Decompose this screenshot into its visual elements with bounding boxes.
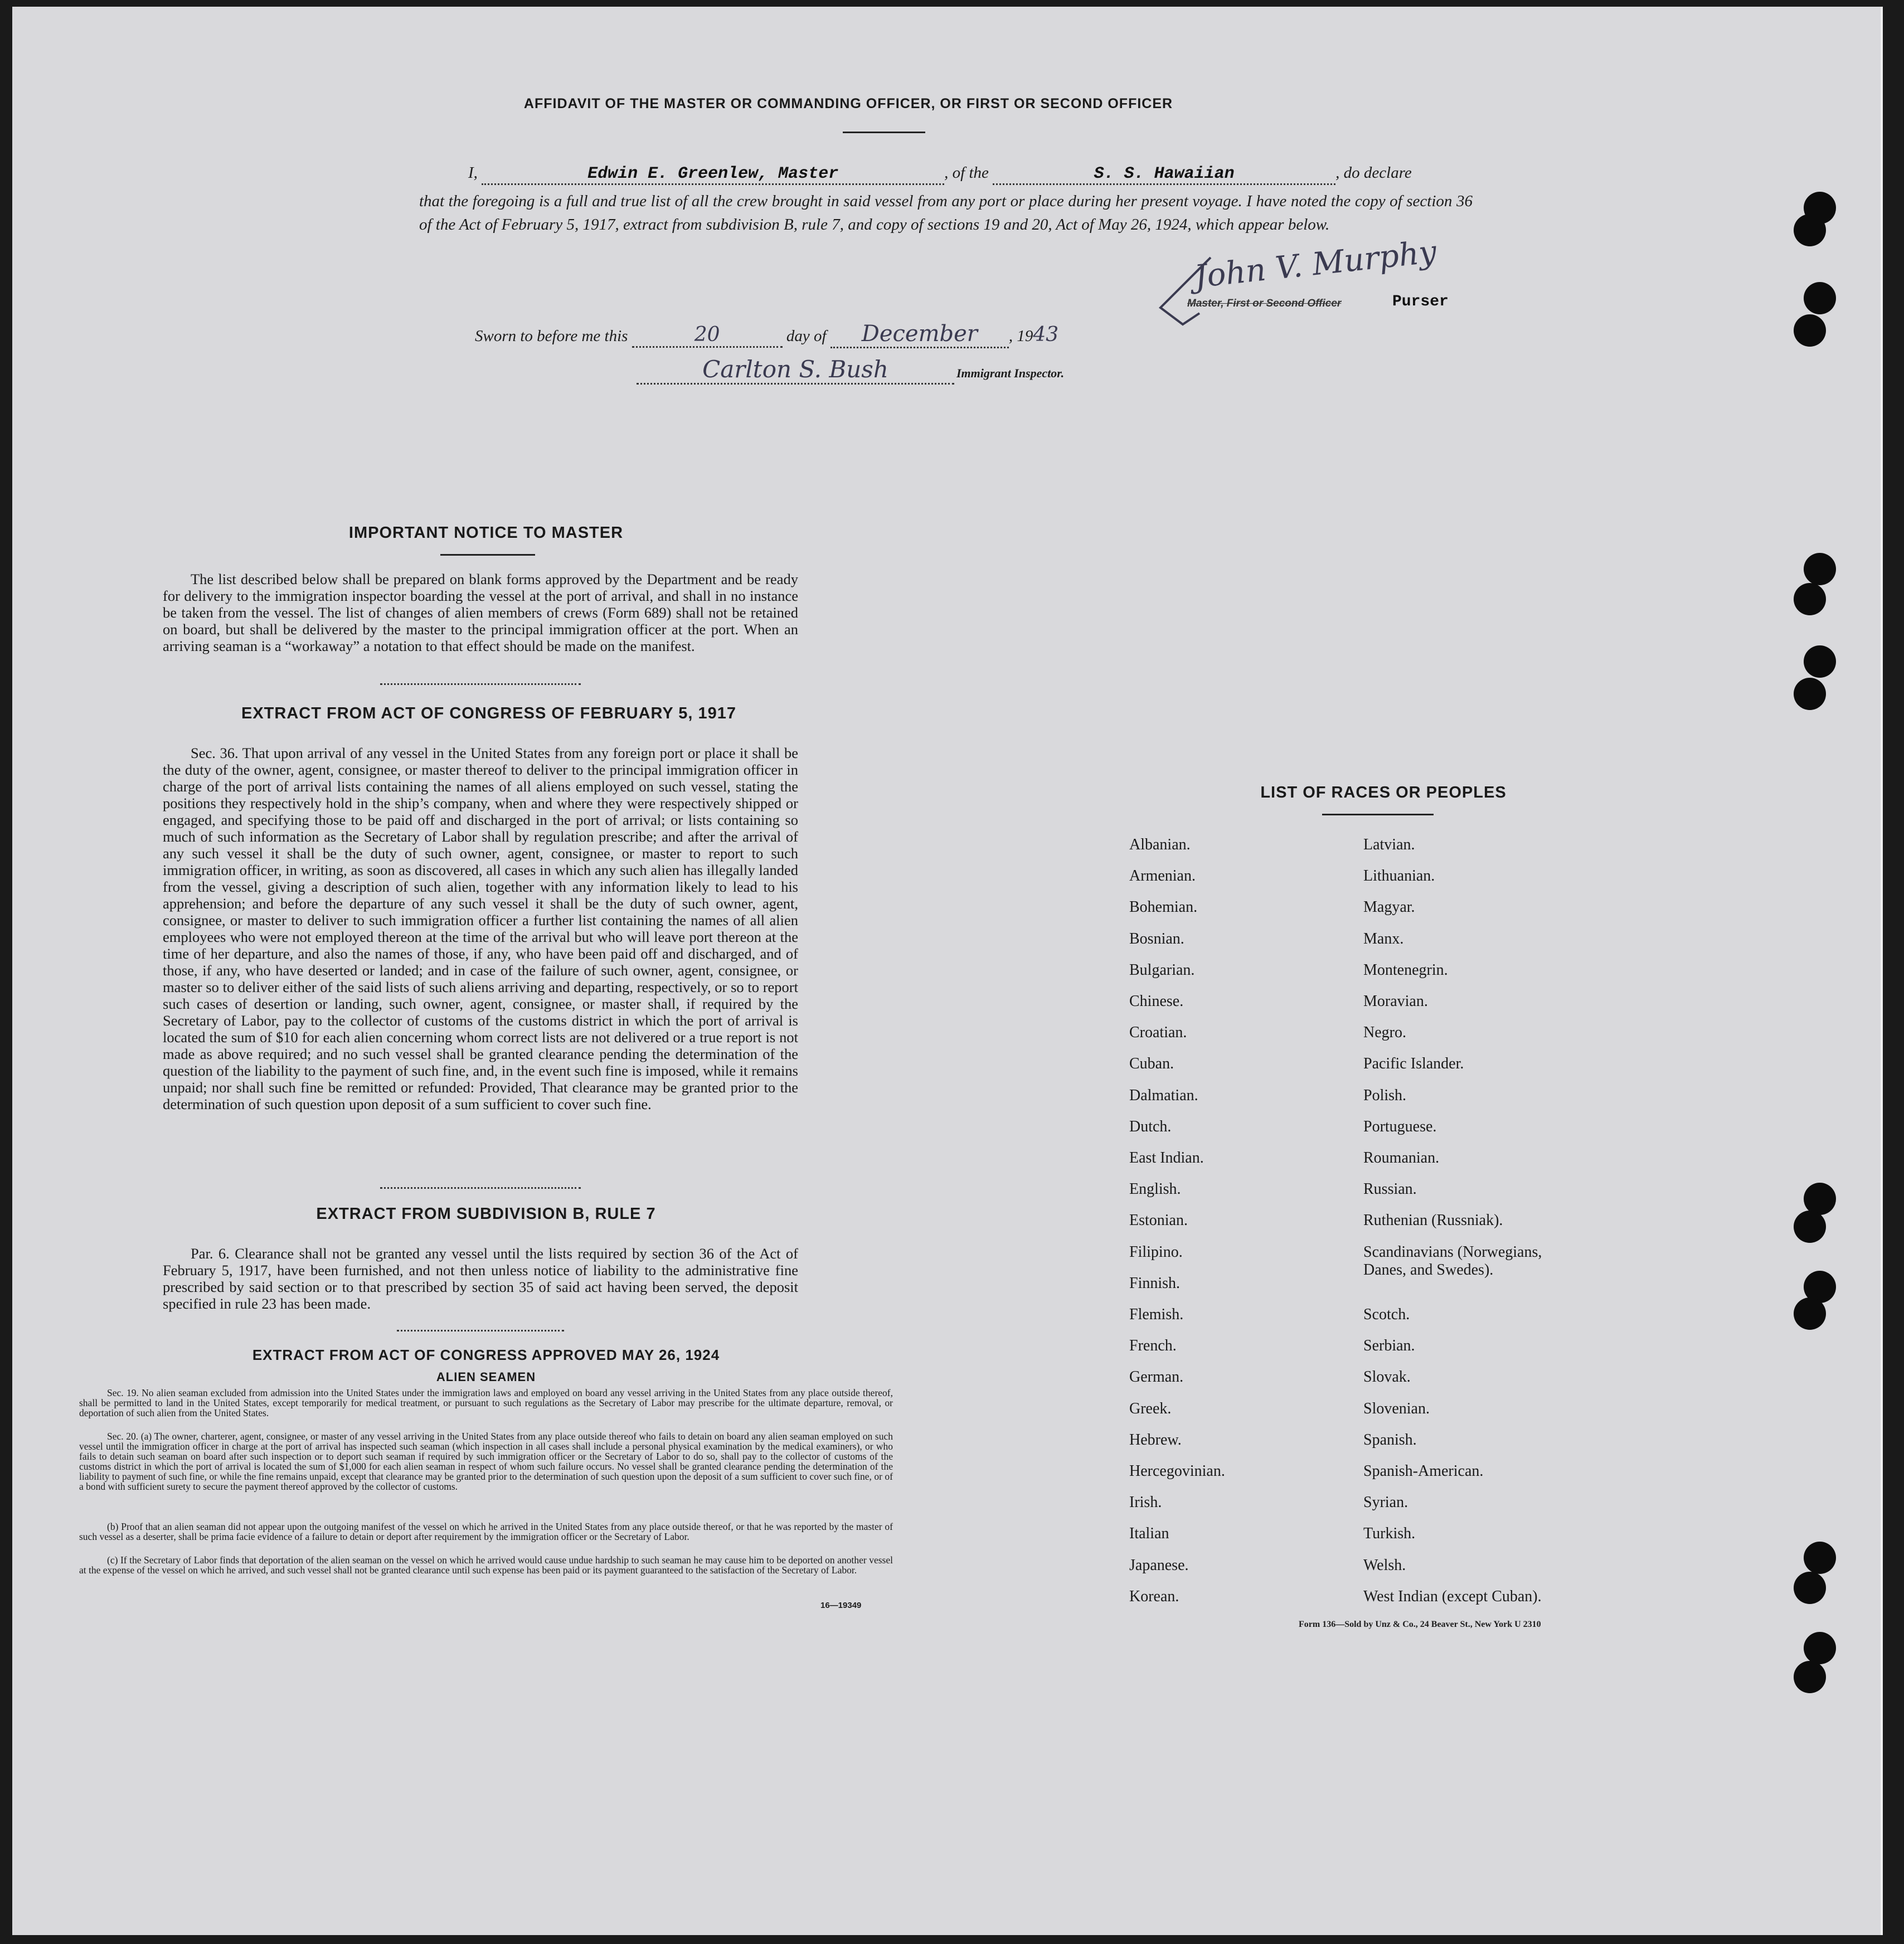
sec-19-text: Sec. 19. No alien seaman excluded from admission into the United States under the immigration laws and employed on board any vessel arriving in the United States from any place outside thereof, shall be permitted to land in the United States, except temporarily for medical treatment, or pursuant to such regulations as the Secretary of Labor may prescribe for the ultimate departure, removal, or deportation of such alien from the United States. bbox=[79, 1387, 893, 1418]
race-item: Dalmatian. bbox=[1129, 1086, 1198, 1104]
form-code: 16—19349 bbox=[820, 1601, 862, 1610]
affidavit-declaration-line bbox=[468, 164, 1471, 185]
race-item: Roumanian. bbox=[1363, 1149, 1440, 1167]
sec-20a-text: Sec. 20. (a) The owner, charterer, agent, consignee, or master of any vessel arriving in the United States from any place outside thereof who fails to detain on board any alien seaman employed on such vessel until the immigration officer in charge at the port of arrival has inspected such seaman (which inspection in all cases shall include a personal physical examination by the medical examiners), or who fails to detain such seaman on board after such inspection or to deport such seaman if required by such immigration officer or the Secretary of Labor to do so, shall pay to the collector of customs of the customs district in which the port of arrival is located the sum of $1,000 for each alien seaman in respect of whom such failure occurs. No vessel shall be granted clearance pending the determination of the liability to payment of such fine, or while the fine remains unpaid, except that clearance may be granted prior to the determination of such question upon the deposit of a sum sufficient to cover such fine, or of a bond with sufficient surety to secure the payment thereof approved by the collector of customs. bbox=[79, 1431, 893, 1492]
race-item: Filipino. bbox=[1129, 1243, 1183, 1261]
race-item: Bohemian. bbox=[1129, 898, 1198, 916]
race-item: Syrian. bbox=[1363, 1494, 1408, 1512]
race-item: Finnish. bbox=[1129, 1274, 1181, 1292]
form-note: Form 136—Sold by Unz & Co., 24 Beaver St., New York U 2310 bbox=[1299, 1620, 1541, 1629]
race-item: Hercegovinian. bbox=[1129, 1462, 1225, 1480]
race-item: Ruthenian (Russniak). bbox=[1363, 1212, 1503, 1229]
race-item: Lithuanian. bbox=[1363, 867, 1435, 885]
race-item: Armenian. bbox=[1129, 867, 1196, 885]
race-item: Croatian. bbox=[1129, 1024, 1187, 1042]
race-item: Greek. bbox=[1129, 1399, 1172, 1417]
signature-flourish bbox=[1149, 252, 1216, 330]
race-item: English. bbox=[1129, 1180, 1181, 1198]
punch-hole bbox=[1794, 583, 1826, 615]
notice-title: IMPORTANT NOTICE TO MASTER bbox=[348, 524, 624, 542]
notice-divider bbox=[440, 554, 535, 556]
sec-20c-text: (c) If the Secretary of Labor finds that deportation of the alien seaman on the vessel on which he arrived would cause undue hardship to such seaman he may cause him to be deported on another vessel at the expense of the vessel on which he arrived, and such vessel shall not be granted clearance until such expense has been paid or its payment guaranteed to the satisfaction of the Secretary of Labor. bbox=[79, 1554, 893, 1576]
race-item: Welsh. bbox=[1363, 1556, 1406, 1574]
punch-hole bbox=[1794, 1297, 1826, 1330]
race-item: Estonian. bbox=[1129, 1212, 1188, 1229]
races-divider bbox=[1322, 814, 1434, 815]
sworn-month-field bbox=[830, 321, 1009, 348]
race-item: Irish. bbox=[1129, 1494, 1162, 1512]
vessel-name: S. S. Hawaiian bbox=[1094, 164, 1235, 183]
extract-rule7-text: Par. 6. Clearance shall not be granted any vessel until the lists required by section 36 of the Act of February 5, 1917, have been furnished, and not then unless notice of liability to the administrative fine prescribed by said section or to that prescribed by section 35 of said act having been served, the deposit specified in rule 23 has been made. bbox=[163, 1245, 798, 1312]
race-item: Hebrew. bbox=[1129, 1431, 1182, 1449]
race-item: East Indian. bbox=[1129, 1149, 1204, 1167]
sworn-day-field bbox=[632, 323, 783, 348]
punch-hole bbox=[1804, 1542, 1836, 1574]
year-prefix: , 19 bbox=[1008, 327, 1033, 345]
punch-hole bbox=[1794, 1661, 1826, 1693]
extract-1924-title: EXTRACT FROM ACT OF CONGRESS APPROVED MAY 26, 1924 bbox=[252, 1347, 720, 1363]
race-item: Slovenian. bbox=[1363, 1399, 1430, 1417]
officer-title: Purser bbox=[1392, 293, 1449, 310]
race-item: Negro. bbox=[1363, 1024, 1406, 1042]
race-item: Bulgarian. bbox=[1129, 961, 1195, 979]
race-item: Portuguese. bbox=[1363, 1117, 1437, 1135]
day-of-label: day of bbox=[786, 327, 827, 345]
officer-title-struck: Master, First or Second Officer bbox=[1187, 298, 1342, 309]
punch-hole bbox=[1794, 678, 1826, 710]
document-page bbox=[12, 7, 1883, 1935]
race-item: Serbian. bbox=[1363, 1337, 1415, 1355]
inspector-signature-field bbox=[637, 356, 954, 385]
race-item: Dutch. bbox=[1129, 1117, 1172, 1135]
race-item: Latvian. bbox=[1363, 836, 1415, 853]
race-item: Korean. bbox=[1129, 1587, 1179, 1605]
punch-hole bbox=[1794, 1572, 1826, 1604]
race-item: Spanish. bbox=[1363, 1431, 1417, 1449]
sworn-year: 43 bbox=[1033, 323, 1059, 346]
race-item: Slovak. bbox=[1363, 1368, 1411, 1386]
notice-end-divider bbox=[380, 683, 581, 685]
race-item: Polish. bbox=[1363, 1086, 1407, 1104]
race-item: Pacific Islander. bbox=[1363, 1055, 1464, 1073]
punch-hole bbox=[1794, 314, 1826, 347]
race-item: Russian. bbox=[1363, 1180, 1417, 1198]
sworn-line bbox=[475, 321, 1058, 348]
sec-20b-text: (b) Proof that an alien seaman did not appear upon the outgoing manifest of the vessel on which he arrived in the United States from any place outside thereof, or that he was reported by the master of such vessel as a deserter, shall be prima facie evidence of a failure to detain or deport after requirement by the immigration officer or the Secretary of Labor. bbox=[79, 1521, 893, 1542]
extract-rule7-title: EXTRACT FROM SUBDIVISION B, RULE 7 bbox=[316, 1205, 656, 1223]
do-declare-label: , do declare bbox=[1335, 164, 1412, 182]
affidavit-title: AFFIDAVIT OF THE MASTER OR COMMANDING OFFICER, OR FIRST OR SECOND OFFICER bbox=[523, 96, 1173, 111]
punch-hole bbox=[1794, 214, 1826, 246]
sworn-month: December bbox=[861, 321, 978, 347]
extract-1917-end-divider bbox=[380, 1187, 581, 1189]
extract-1917-text: Sec. 36. That upon arrival of any vessel in the United States from any foreign port or place it shall be the duty of the owner, agent, consignee, or master thereof to deliver to the principal immigration officer in charge of the port of arrival lists containing the names of all aliens employed on such vessel, stating the positions they respectively hold in the ship’s company, when and where they were respectively shipped or engaged, and specifying those to be paid off and discharged in the port of arrival; or lists containing so much of such information as the Secretary of Labor shall by regulation prescribe; and after the arrival of any such vessel it shall be the duty of such owner, agent, consignee, or master to report to such immigration officer, in writing, as soon as discovered, all cases in which any such alien has illegally landed from the vessel, giving a description of such alien, together with any information likely to lead to his apprehension; and before the departure of any such vessel it shall be the duty of such owner, agent, consignee, or master to deliver to such immigration officer a further list containing the names of all alien employees who were not employed thereon at the time of the arrival but who will leave port thereon at the time of her departure, and also the names of those, if any, who have been paid off and discharged, and of those, if any, who have deserted or landed; and in case of the failure of such owner, agent, consignee, or master so to deliver either of the said lists of such aliens arriving and departing, respectively, or so to report such cases of desertion or landing, such owner, agent, consignee, or master shall, if required by the Secretary of Labor, pay to the collector of customs of the customs district in which the port of arrival is located the sum of $10 for each alien concerning whom correct lists are not delivered or a true report is not made as above required; and no such vessel shall be granted clearance pending the determination of the question of the liability to the payment of such fine, and, in the event such fine is imposed, while it remains unpaid; nor shall such fine be remitted or refunded: Provided, That clearance may be granted prior to the determination of such question upon deposit of a sum sufficient to cover such fine. bbox=[163, 745, 798, 1112]
inspector-line bbox=[637, 356, 1064, 385]
race-item: German. bbox=[1129, 1368, 1184, 1386]
race-item: West Indian (except Cuban). bbox=[1363, 1587, 1542, 1605]
i-label: I, bbox=[468, 164, 478, 182]
race-item: Italian bbox=[1129, 1525, 1169, 1543]
race-item: Cuban. bbox=[1129, 1055, 1174, 1073]
master-name: Edwin E. Greenlew, Master bbox=[587, 164, 839, 183]
officer-signature: John V. Murphy bbox=[1192, 234, 1439, 295]
race-item: Moravian. bbox=[1363, 993, 1428, 1010]
extract-1924-subtitle: ALIEN SEAMEN bbox=[436, 1370, 536, 1384]
race-item: Magyar. bbox=[1363, 898, 1415, 916]
race-item: Scandinavians (Norwegians, Danes, and Swedes). bbox=[1363, 1243, 1542, 1279]
notice-text: The list described below shall be prepared on blank forms approved by the Department and be ready for delivery to the immigration inspector boarding the vessel at the port of arrival, and shall in no instance be taken from the vessel. The list of changes of alien members of crews (Form 689) shall not be retained on board, but shall be delivered by the master to the principal immigration officer at the port. When an arriving seaman is a “workaway” a notation to that effect should be made on the manifest. bbox=[163, 571, 798, 654]
race-item: Japanese. bbox=[1129, 1556, 1189, 1574]
race-item: Montenegrin. bbox=[1363, 961, 1448, 979]
extract-rule7-end-divider bbox=[397, 1330, 564, 1331]
race-item: Flemish. bbox=[1129, 1306, 1184, 1323]
race-item: Albanian. bbox=[1129, 836, 1191, 853]
race-item: Chinese. bbox=[1129, 993, 1184, 1010]
races-title: LIST OF RACES OR PEOPLES bbox=[1260, 784, 1507, 801]
race-item: Manx. bbox=[1363, 930, 1404, 947]
race-item: French. bbox=[1129, 1337, 1177, 1355]
extract-1917-title: EXTRACT FROM ACT OF CONGRESS OF FEBRUARY 5, 1917 bbox=[241, 704, 737, 722]
punch-hole bbox=[1804, 1632, 1836, 1664]
of-the-label: , of the bbox=[944, 164, 989, 182]
race-item: Bosnian. bbox=[1129, 930, 1184, 947]
race-item: Scotch. bbox=[1363, 1306, 1410, 1323]
title-divider bbox=[843, 132, 925, 133]
inspector-label: Immigrant Inspector. bbox=[956, 366, 1065, 380]
sworn-day: 20 bbox=[694, 323, 720, 346]
punch-hole bbox=[1804, 553, 1836, 585]
race-item: Spanish-American. bbox=[1363, 1462, 1484, 1480]
race-item: Turkish. bbox=[1363, 1525, 1416, 1543]
punch-hole bbox=[1794, 1211, 1826, 1243]
master-name-field bbox=[482, 164, 944, 185]
vessel-name-field bbox=[993, 164, 1335, 185]
inspector-signature: Carlton S. Bush bbox=[702, 356, 888, 383]
affidavit-body: that the foregoing is a full and true list of all the crew brought in said vessel from any port or place during her present voyage. I have noted the copy of section 36 of the Act of February 5, 1917, extract from subdivision B, rule 7, and copy of sections 19 and 20, Act of May 26, 1924, which appear below. bbox=[419, 192, 1473, 234]
punch-hole bbox=[1804, 282, 1836, 314]
sworn-label: Sworn to before me this bbox=[475, 327, 628, 345]
punch-hole bbox=[1804, 645, 1836, 678]
